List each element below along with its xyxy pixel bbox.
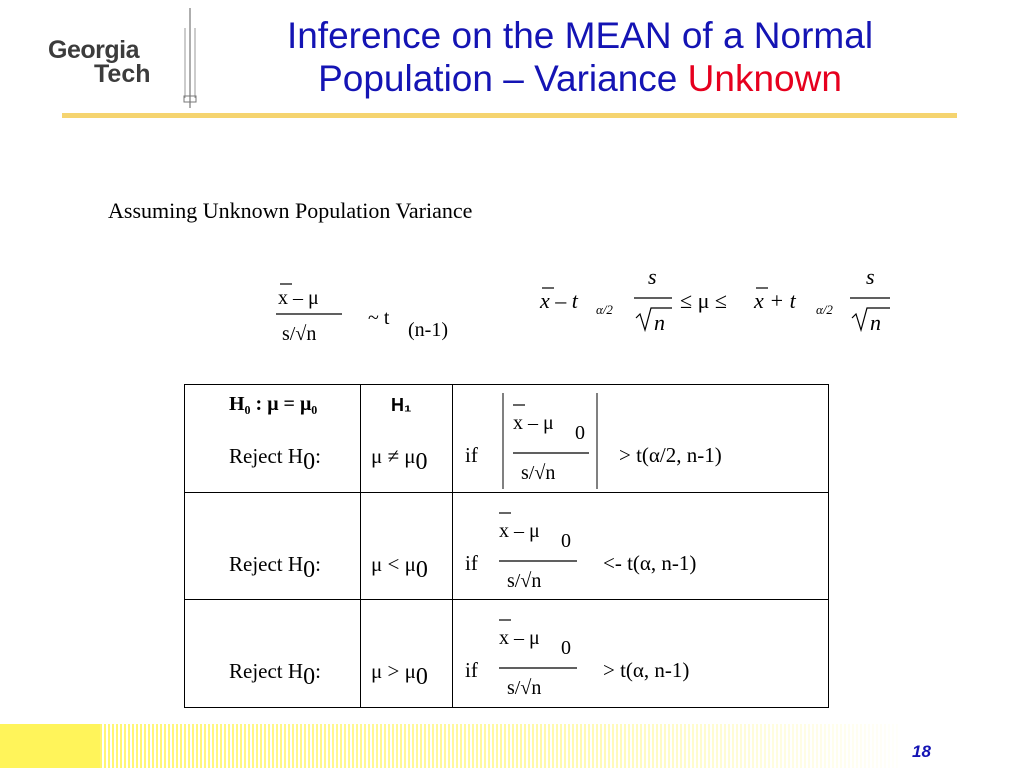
critical-value: <- t(α, n-1) [603, 550, 697, 575]
reject-label: Reject H0: [229, 659, 321, 691]
formula-left-numerator: x – μ [278, 287, 319, 309]
title-line-2 [200, 57, 960, 100]
title-line-2-prefix: Population – Variance [318, 58, 678, 99]
svg-text:x – μ: x – μ [499, 519, 540, 542]
table-row [185, 600, 829, 708]
t-statistic [491, 614, 591, 706]
t-statistic-formula [276, 282, 496, 352]
reject-label: Reject H0: [229, 444, 321, 475]
svg-text:s/√n: s/√n [521, 462, 556, 484]
hypothesis-test-table [184, 384, 829, 708]
table-row [185, 492, 829, 600]
if-label: if [465, 443, 478, 467]
svg-text:0: 0 [561, 529, 571, 552]
svg-text:x – μ: x – μ [513, 412, 554, 434]
if-label: if [465, 550, 478, 575]
h1-cell [361, 385, 453, 493]
formula-left-df: (n-1) [408, 319, 448, 341]
subtitle: Assuming Unknown Population Variance [108, 198, 473, 223]
svg-text:0: 0 [575, 422, 585, 444]
reject-label: Reject H0: [229, 551, 321, 583]
slide-title [200, 14, 960, 100]
ci-rhs: x + t [754, 288, 796, 313]
ci-sub-2: α/2 [816, 302, 833, 317]
critical-value: > t(α, n-1) [603, 658, 690, 683]
if-label: if [465, 658, 478, 683]
h1-header: H₁ [391, 395, 412, 415]
h0-cell [185, 385, 361, 493]
svg-text:x – μ: x – μ [499, 627, 540, 650]
ci-frac-den-1: n [654, 310, 665, 335]
title-line-1: Inference on the MEAN of a Normal [286, 15, 874, 56]
svg-text:s/√n: s/√n [507, 569, 542, 592]
title-highlight: Unknown [687, 58, 842, 99]
logo-tech-text: Tech [94, 60, 151, 88]
ci-sub-1: α/2 [596, 302, 613, 317]
logo-tower-icon [182, 8, 198, 108]
alternative-hypothesis: μ < μ0 [371, 551, 428, 583]
formula-left-denominator: s/√n [282, 323, 317, 345]
page-number: 18 [912, 742, 931, 761]
ci-lhs: x – t [540, 288, 578, 313]
table-row [185, 385, 829, 493]
footer-stripe-bar [0, 724, 1024, 768]
criterion-cell [453, 385, 829, 493]
svg-text:s/√n: s/√n [507, 677, 542, 700]
ci-mid: ≤ μ ≤ [680, 288, 727, 313]
alternative-hypothesis: μ > μ0 [371, 659, 428, 691]
title-underline [62, 113, 957, 118]
h0-header: H₀ : μ = μ₀ [229, 393, 318, 415]
ci-frac-num-2: s [866, 264, 875, 289]
confidence-interval-formula [538, 264, 918, 344]
ci-frac-num-1: s [648, 264, 657, 289]
critical-value: > t(α/2, n-1) [619, 443, 722, 467]
georgia-tech-logo [48, 22, 176, 92]
alternative-hypothesis: μ ≠ μ0 [371, 444, 428, 475]
svg-text:0: 0 [561, 637, 571, 660]
t-statistic [491, 507, 591, 599]
formula-left-dist: ~ t [368, 307, 390, 329]
logo-georgia-text: Georgia [48, 36, 139, 64]
ci-frac-den-2: n [870, 310, 881, 335]
abs-t-statistic [497, 389, 607, 491]
